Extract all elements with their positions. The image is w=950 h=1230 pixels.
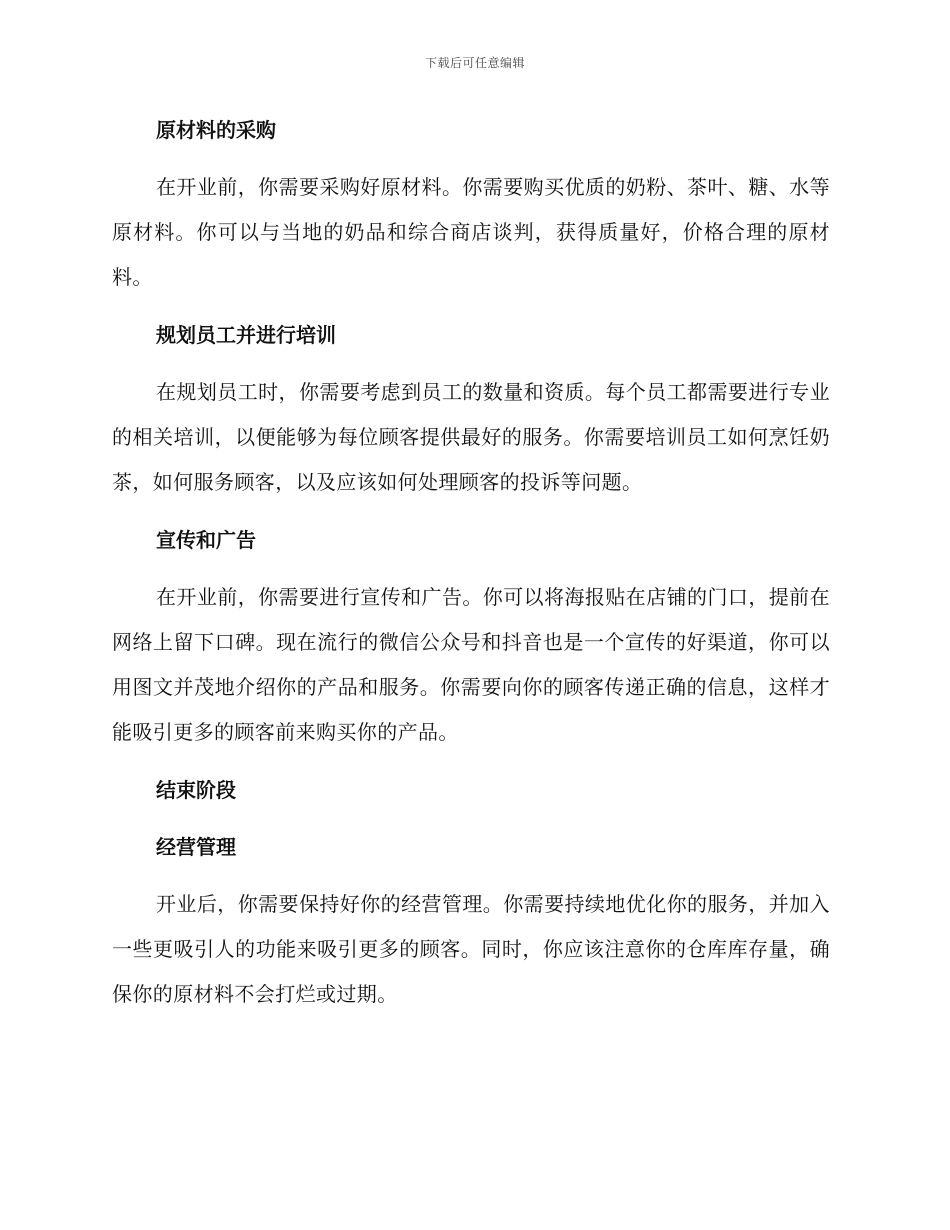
section-paragraph-staff-training: 在规划员工时，你需要考虑到员工的数量和资质。每个员工都需要进行专业的相关培训，以便能够为每位顾客提供最好的服务。你需要培训员工如何烹饪奶茶，如何服务顾客，以及应该如何处理顾客的投诉等问题。 [112,380,830,494]
section-paragraph-raw-materials: 在开业前，你需要采购好原材料。你需要购买优质的奶粉、茶叶、糖、水等原材料。你可以与当地的奶品和综合商店谈判，获得质量好，价格合理的原材料。 [112,175,830,289]
section-heading-staff-training: 规划员工并进行培训 [156,323,336,347]
section-heading-closing-stage: 结束阶段 [156,778,236,802]
section-paragraph-advertising: 在开业前，你需要进行宣传和广告。你可以将海报贴在店铺的门口，提前在网络上留下口碑。现在流行的微信公众号和抖音也是一个宣传的好渠道，你可以用图文并茂地介绍你的产品和服务。你需要向你的顾客传递正确的信息，这样才能吸引更多的顾客前来购买你的产品。 [112,585,830,744]
section-heading-raw-materials: 原材料的采购 [156,118,276,142]
document-body [112,108,830,1030]
section-heading-advertising: 宣传和广告 [156,528,256,552]
section-heading-operations: 经营管理 [156,835,236,859]
page-header-note: 下载后可任意编辑 [424,56,525,70]
section-paragraph-operations: 开业后，你需要保持好你的经营管理。你需要持续地优化你的服务，并加入一些更吸引人的功能来吸引更多的顾客。同时，你应该注意你的仓库库存量，确保你的原材料不会打烂或过期。 [112,892,830,1006]
